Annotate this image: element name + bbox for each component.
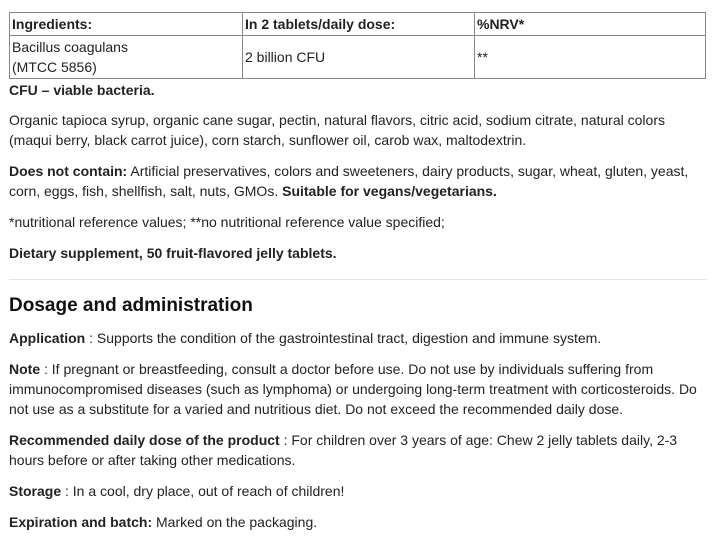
product-summary: [9, 243, 707, 263]
product-summary-text: Dietary supplement, 50 fruit-flavored jelly tablets.: [9, 245, 337, 261]
expiration-text: Marked on the packaging.: [152, 514, 318, 530]
does-not-contain: [9, 161, 707, 201]
ingredient-strain: (MTCC 5856): [12, 59, 97, 75]
storage-label: Storage: [9, 483, 62, 499]
does-not-contain-label: Does not contain:: [9, 163, 128, 179]
recommended-dose-text: : For children over 3 years of age: Chew 2 jelly tablets daily, 2-3 hours before or after taking other medications.: [9, 432, 678, 468]
storage-paragraph: [9, 481, 707, 501]
ingredient-name: Bacillus coagulans: [12, 39, 128, 55]
note-text: : If pregnant or breastfeeding, consult a doctor before use. Do not use by individuals suffering from immunocompromised diseases (such as lymphoma) or undergoing long-term treatment with corticosteroids. Do not use as a substitute for a varied and nutritious diet. Do not exceed the recommended daily dose.: [9, 361, 697, 417]
ingredients-text: Organic tapioca syrup, organic cane sugar, pectin, natural flavors, citric acid, sodium citrate, natural colors (maqui berry, black carrot juice), corn starch, sunflower oil, carob wax, maltodextrin.: [9, 112, 665, 148]
does-not-contain-text: Artificial preservatives, colors and sweeteners, dairy products, sugar, wheat, gluten, yeast, corn, eggs, fish, shellfish, salt, nuts, GMOs.: [9, 163, 689, 199]
section-divider: [9, 279, 707, 280]
header-ingredients: Ingredients:: [10, 13, 243, 36]
table-row: [10, 36, 706, 79]
product-description: [0, 12, 715, 532]
recommended-dose-paragraph: [9, 430, 707, 470]
ingredients-table: [9, 12, 706, 79]
header-nrv: %NRV*: [475, 13, 706, 36]
dosage-heading: Dosage and administration: [9, 295, 253, 316]
expiration-paragraph: [9, 512, 707, 532]
cell-ingredient: [10, 36, 243, 79]
note-label: Note: [9, 361, 41, 377]
application-label: Application: [9, 330, 86, 346]
expiration-label: Expiration and batch:: [9, 514, 153, 530]
recommended-dose-label: Recommended daily dose of the product: [9, 432, 280, 448]
cell-nrv: **: [475, 36, 706, 79]
cfu-note: CFU – viable bacteria.: [9, 82, 155, 98]
note-paragraph: [9, 359, 707, 419]
storage-text: : In a cool, dry place, out of reach of children!: [61, 483, 345, 499]
application-paragraph: [9, 328, 707, 348]
cell-dose: 2 billion CFU: [243, 36, 475, 79]
table-header-row: [10, 13, 706, 36]
header-dose: In 2 tablets/daily dose:: [243, 13, 475, 36]
footnote: *nutritional reference values; **no nutritional reference value specified;: [9, 214, 445, 230]
application-text: : Supports the condition of the gastrointestinal tract, digestion and immune system.: [85, 330, 602, 346]
suitable-vegans: Suitable for vegans/vegetarians.: [282, 183, 497, 199]
